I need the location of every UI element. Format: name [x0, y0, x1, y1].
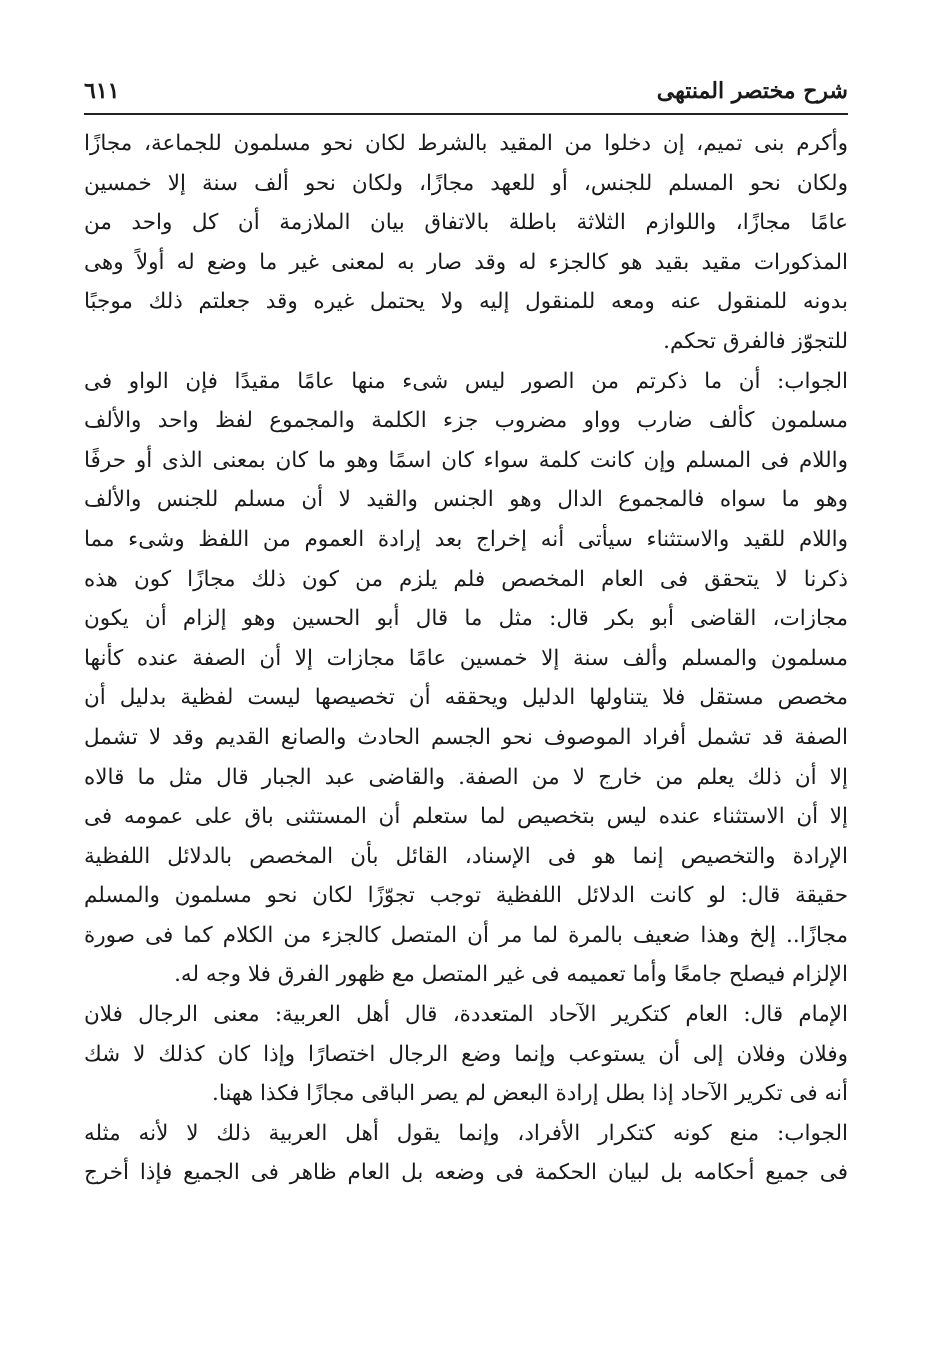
text-line: أنه فى تكرير الآحاد إذا بطل إرادة البعض لم يصر الباقى مجازًا فكذا ههنا.: [211, 1081, 848, 1107]
body-text: [84, 124, 848, 1193]
text-line: إلا أن الاستثناء عنده ليس بتخصيص لما ستعلم أن المستثنى باق على عمومه فى: [84, 804, 848, 830]
page-number: ٦١١: [84, 78, 120, 104]
text-line: واللام فى المسلم وإن كانت كلمة سواء كان اسمًا وهو ما كان بمعنى الذى أو حرفًا: [84, 447, 848, 473]
text-line: عامًا مجازًا، واللوازم الثلاثة باطلة بالاتفاق بيان الملازمة أن كل واحد من: [84, 210, 848, 236]
text-line: فى جميع أحكامه بل لبيان الحكمة فى وضعه بل العام ظاهر فى الجميع فإذا أخرج: [84, 1160, 848, 1186]
text-line: وهو ما سواه فالمجموع الدال وهو الجنس والقيد لا أن مسلم للجنس والألف: [84, 487, 848, 513]
text-line: وأكرم بنى تميم، إن دخلوا من المقيد بالشرط لكان نحو مسلمون للجماعة، مجازًا: [84, 131, 848, 156]
book-title: شرح مختصر المنتهى: [656, 78, 848, 104]
text-line: للتجوّز فالفرق تحكم.: [663, 328, 848, 354]
text-line: حقيقة قال: لو كانت الدلائل اللفظية توجب تجوّزًا لكان نحو مسلمون والمسلم: [84, 883, 848, 909]
text-line: ذكرنا لا يتحقق فى العام المخصص فلم يلزم من كون ذلك مجازًا كون هذه: [84, 566, 848, 592]
text-line: إلا أن ذلك يعلم من خارج لا من الصفة. والقاضى عبد الجبار قال مثل ما قالاه: [84, 764, 848, 790]
text-line: واللام للقيد والاستثناء سيأتى أنه إخراج بعد إرادة العموم من اللفظ وشىء مما: [84, 526, 848, 552]
text-line: الجواب: منع كونه كتكرار الأفراد، وإنما يقول أهل العربية ذلك لا لأنه مثله: [84, 1120, 848, 1146]
text-line: الإمام قال: العام كتكرير الآحاد المتعددة، قال أهل العربية: معنى الرجال فلان: [84, 1002, 848, 1028]
text-line: وفلان وفلان إلى أن يستوعب وإنما وضع الرجال اختصارًا وإذا كان كذلك لا شك: [84, 1041, 848, 1067]
text-line: الصفة قد تشمل أفراد الموصوف نحو الجسم الحادث والصانع القديم وقد لا تشمل: [84, 724, 848, 750]
text-line: مجازات، القاضى أبو بكر قال: مثل ما قال أبو الحسين وهو إلزام أن يكون: [84, 606, 848, 632]
text-line: الإرادة والتخصيص إنما هو فى الإسناد، القائل بأن المخصص بالدلائل اللفظية: [84, 843, 848, 869]
header-divider: [84, 113, 848, 115]
text-line: مسلمون والمسلم وألف سنة إلا خمسين عامًا مجازات إلا أن الصفة عنده كأنها: [84, 645, 848, 671]
text-line: ولكان نحو المسلم للجنس، أو للعهد مجازًا، ولكان نحو ألف سنة إلا خمسين: [84, 170, 848, 196]
text-line: بدونه للمنقول عنه ومعه للمنقول إليه ولا يحتمل غيره وقد جعلتم ذلك موجبًا: [84, 289, 848, 315]
text-line: الإلزام فيصلح جامعًا وأما تعميمه فى غير المتصل مع ظهور الفرق فلا وجه له.: [174, 962, 848, 988]
text-line: الجواب: أن ما ذكرتم من الصور ليس شىء منها عامًا مقيدًا فإن الواو فى: [84, 368, 848, 394]
text-line: مخصص مستقل فلا يتناولها الدليل ويحققه أن تخصيصها ليست لفظية بدليل أن: [84, 685, 848, 711]
text-line: مجازًا.. إلخ وهذا ضعيف بالمرة لما مر أن المتصل كالجزء من الكلام كما فى صورة: [84, 922, 848, 948]
text-line: المذكورات مقيد بقيد هو كالجزء له وقد صار به لمعنى غير ما وضع له أولاً وهى: [84, 249, 848, 275]
text-line: مسلمون كألف ضارب وواو مضروب جزء الكلمة والمجموع لفظ واحد والألف: [84, 408, 848, 434]
page-header: [84, 78, 848, 108]
